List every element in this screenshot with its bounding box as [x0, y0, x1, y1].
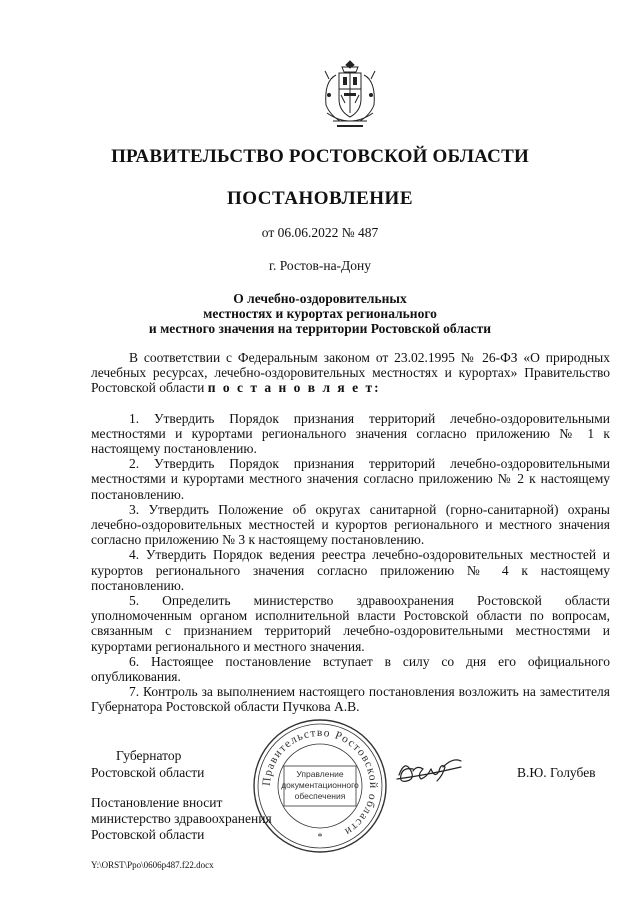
stamp-center-line: обеспечения	[294, 791, 346, 801]
preamble-text: В соответствии с Федеральным законом от 23.02.1995 № 26-ФЗ «О природных лечебных ресурсах, лечебно-оздоровительных местностях и курортах» Правительство Ростовской области	[91, 350, 610, 396]
title-line: и местного значения на территории Ростовской области	[148, 321, 492, 336]
title-line: местностях и курортах регионального	[203, 306, 437, 321]
signatory-region: Ростовской области	[91, 765, 205, 780]
stamp-center-line: Управление	[296, 769, 344, 779]
handwritten-signature-icon	[395, 753, 467, 787]
preamble	[91, 350, 610, 396]
list-item: 3. Утвердить Положение об округах санитарной (горно-санитарной) охраны лечебно-оздоровительных местностей и курортов регионального и местного значения согласно приложению № 3 к настоящему постановлению.	[91, 501, 610, 548]
stamp-center-line: документационного	[281, 780, 359, 790]
organization-name: ПРАВИТЕЛЬСТВО РОСТОВСКОЙ ОБЛАСТИ	[111, 146, 529, 167]
list-item: 6. Настоящее постановление вступает в силу со дня его официального опубликования.	[91, 653, 610, 685]
svg-text:*: *	[317, 832, 323, 843]
submitted-by-block	[91, 795, 272, 843]
date-and-number: от 06.06.2022 № 487	[261, 225, 379, 240]
signatory-title: Губернатор	[116, 748, 182, 763]
list-item: 1. Утвердить Порядок признания территорий лечебно-оздоровительными местностями и курортами регионального значения согласно приложению № 1 к настоящему постановлению.	[91, 410, 610, 457]
list-item: 5. Определить министерство здравоохранения Ростовской области уполномоченным органом исполнительной власти Ростовской области по вопросам, связанным с признанием территорий лечебно-оздоровительными местностями и курортами регионального и местного значения.	[91, 593, 610, 654]
document-body	[91, 350, 610, 715]
title-line: О лечебно-оздоровительных	[233, 291, 407, 306]
stamp-ring-text: Правительство Ростовской области	[260, 726, 380, 839]
decision-word: п о с т а н о в л я е т:	[207, 380, 381, 396]
submitted-by-line: Постановление вносит	[91, 795, 223, 810]
list-item: 4. Утвердить Порядок ведения реестра лечебно-оздоровительных местностей и курортов регионального значения согласно приложению № 4 к настоящему постановлению.	[91, 547, 610, 593]
submitted-by-line: министерство здравоохранения	[91, 811, 272, 826]
document-type: ПОСТАНОВЛЕНИЕ	[226, 188, 414, 209]
document-title	[0, 291, 640, 336]
file-path: Y:\ORST\Ppo\0606p487.f22.docx	[91, 860, 214, 870]
list-item: 2. Утвердить Порядок признания территорий лечебно-оздоровительными местностями и курортами местного значения согласно приложению № 2 к настоящему постановлению.	[91, 456, 610, 502]
signatory-name: В.Ю. Голубев	[517, 765, 596, 780]
city: г. Ростов-на-Дону	[268, 258, 371, 273]
submitted-by-line: Ростовской области	[91, 827, 205, 842]
coat-of-arms-icon	[315, 55, 385, 131]
list-item: 7. Контроль за выполнением настоящего постановления возложить на заместителя Губернатора Ростовской области Пучкова А.В.	[91, 684, 610, 715]
